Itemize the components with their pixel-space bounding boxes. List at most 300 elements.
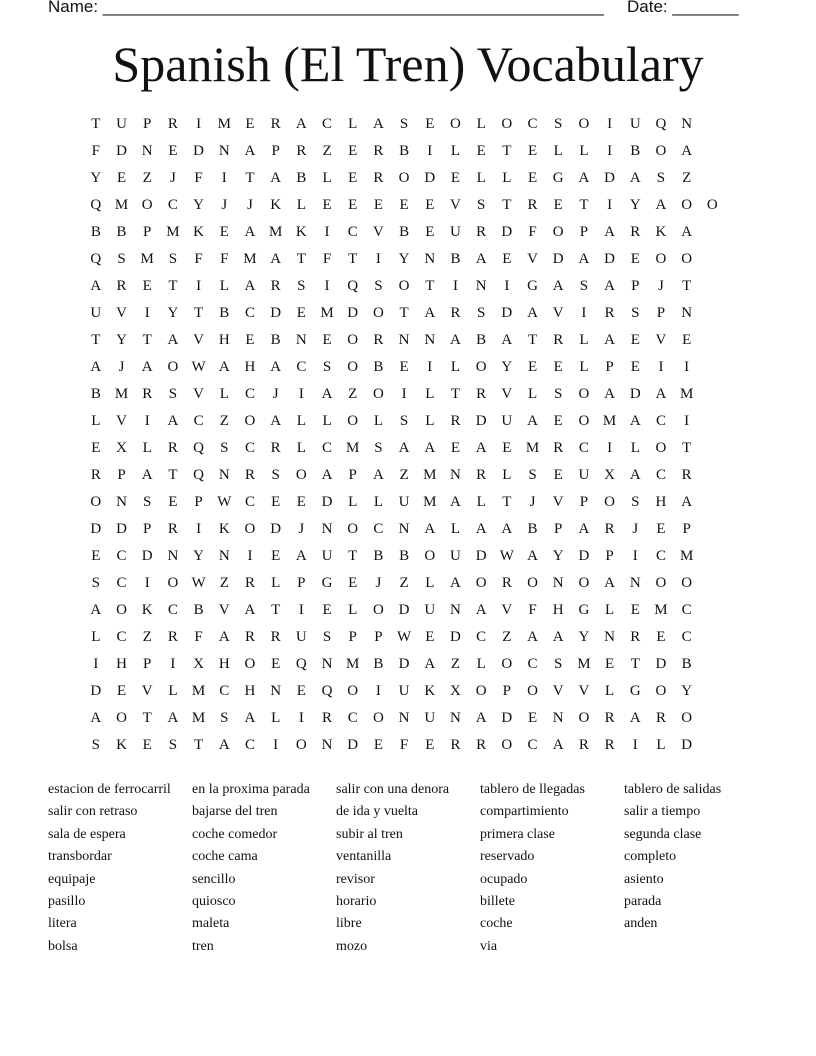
- grid-letter: Y: [398, 251, 410, 267]
- grid-letter: E: [527, 710, 538, 726]
- grid-row: [83, 300, 725, 327]
- grid-letter: O: [604, 494, 616, 510]
- grid-letter: L: [656, 737, 666, 753]
- grid-letter: P: [631, 278, 640, 294]
- grid-letter: I: [196, 521, 202, 537]
- grid-letter: P: [271, 143, 280, 159]
- grid-letter: A: [424, 305, 436, 321]
- grid-letter: C: [373, 521, 384, 537]
- grid-letter: L: [142, 440, 152, 456]
- grid-letter: I: [196, 116, 202, 132]
- grid-letter: O: [501, 737, 513, 753]
- word-list-item: segunda clase: [624, 826, 702, 842]
- grid-letter: Q: [347, 278, 359, 294]
- grid-letter: D: [604, 251, 616, 267]
- grid-letter: C: [527, 737, 538, 753]
- grid-letter: D: [604, 170, 616, 186]
- grid-letter: V: [372, 224, 384, 240]
- grid-letter: B: [296, 170, 307, 186]
- grid-letter: I: [607, 116, 613, 132]
- grid-letter: V: [655, 332, 667, 348]
- grid-letter: L: [348, 494, 358, 510]
- grid-letter: A: [321, 467, 333, 483]
- grid-letter: E: [502, 251, 512, 267]
- grid-letter: Z: [348, 386, 358, 402]
- grid-letter: V: [552, 683, 564, 699]
- grid-letter: R: [142, 386, 153, 402]
- grid-letter: D: [193, 143, 205, 159]
- grid-letter: O: [552, 224, 564, 240]
- word-list-item: mozo: [336, 938, 368, 954]
- grid-letter: L: [322, 170, 332, 186]
- grid-letter: T: [399, 305, 409, 321]
- grid-letter: E: [168, 143, 178, 159]
- grid-letter: M: [268, 224, 283, 240]
- grid-letter: R: [116, 278, 127, 294]
- grid-letter: C: [347, 224, 358, 240]
- grid-letter: V: [141, 683, 153, 699]
- grid-letter: A: [270, 359, 282, 375]
- grid-letter: D: [398, 602, 410, 618]
- grid-letter: O: [655, 440, 667, 456]
- grid-letter: T: [194, 737, 204, 753]
- grid-letter: S: [91, 737, 101, 753]
- grid-letter: B: [399, 224, 410, 240]
- grid-letter: T: [527, 332, 538, 348]
- grid-row: [83, 597, 725, 624]
- grid-letter: K: [295, 224, 307, 240]
- grid-letter: O: [681, 710, 693, 726]
- grid-letter: B: [681, 656, 692, 672]
- grid-letter: A: [501, 521, 513, 537]
- grid-letter: C: [347, 710, 358, 726]
- grid-letter: F: [194, 251, 203, 267]
- grid-letter: E: [142, 278, 152, 294]
- grid-letter: N: [475, 278, 487, 294]
- grid-letter: R: [373, 170, 384, 186]
- grid-letter: J: [118, 359, 125, 375]
- grid-letter: C: [655, 548, 666, 564]
- grid-letter: W: [191, 359, 206, 375]
- grid-letter: B: [399, 143, 410, 159]
- grid-letter: M: [654, 602, 668, 618]
- grid-letter: D: [347, 305, 359, 321]
- grid-letter: M: [525, 440, 540, 456]
- word-list-item: de ida y vuelta: [336, 804, 419, 820]
- grid-letter: E: [296, 683, 306, 699]
- grid-letter: V: [527, 251, 538, 267]
- grid-letter: E: [373, 737, 383, 753]
- grid-letter: E: [630, 359, 640, 375]
- grid-letter: T: [450, 386, 461, 402]
- grid-letter: I: [401, 386, 407, 402]
- grid-letter: E: [271, 548, 281, 564]
- grid-letter: A: [578, 170, 590, 186]
- grid-letter: E: [553, 359, 563, 375]
- grid-letter: R: [527, 197, 538, 213]
- word-list-item: parada: [624, 893, 662, 909]
- grid-letter: A: [270, 251, 282, 267]
- grid-letter: S: [399, 413, 409, 429]
- grid-letter: L: [476, 494, 486, 510]
- grid-letter: I: [632, 737, 638, 753]
- grid-letter: A: [681, 224, 693, 240]
- word-list-item: estacion de ferrocarril: [48, 782, 171, 797]
- grid-letter: S: [168, 251, 178, 267]
- grid-letter: A: [372, 116, 384, 132]
- grid-letter: L: [91, 629, 101, 645]
- word-list-item: bolsa: [48, 938, 78, 954]
- grid-letter: W: [397, 629, 412, 645]
- word-list-item: ocupado: [480, 871, 528, 887]
- grid-letter: K: [270, 197, 282, 213]
- grid-letter: U: [90, 305, 102, 321]
- grid-letter: Y: [90, 170, 102, 186]
- grid-letter: C: [116, 629, 127, 645]
- grid-letter: I: [144, 575, 150, 591]
- grid-letter: O: [475, 359, 487, 375]
- grid-row: [83, 273, 725, 300]
- grid-letter: O: [578, 413, 590, 429]
- grid-letter: T: [630, 656, 640, 672]
- grid-letter: F: [220, 251, 229, 267]
- grid-letter: Z: [142, 629, 152, 645]
- grid-letter: C: [167, 602, 178, 618]
- grid-letter: T: [142, 332, 152, 348]
- grid-letter: D: [501, 710, 513, 726]
- grid-letter: C: [681, 629, 692, 645]
- grid-letter: M: [577, 656, 591, 672]
- grid-letter: E: [91, 548, 101, 564]
- grid-letter: L: [502, 467, 512, 483]
- grid-letter: I: [375, 683, 381, 699]
- grid-letter: U: [424, 710, 436, 726]
- grid-letter: E: [348, 143, 358, 159]
- grid-letter: E: [425, 737, 435, 753]
- word-list-item: tren: [192, 938, 214, 954]
- grid-letter: R: [373, 332, 384, 348]
- grid-letter: P: [502, 683, 512, 699]
- grid-letter: T: [296, 251, 306, 267]
- grid-letter: P: [117, 467, 126, 483]
- grid-letter: E: [605, 656, 615, 672]
- grid-letter: V: [552, 494, 564, 510]
- grid-letter: I: [427, 359, 433, 375]
- grid-letter: L: [296, 197, 306, 213]
- grid-letter: E: [142, 737, 152, 753]
- grid-letter: O: [141, 197, 153, 213]
- word-list-item: compartimiento: [480, 804, 569, 820]
- grid-letter: R: [450, 413, 461, 429]
- grid-letter: O: [90, 494, 102, 510]
- grid-letter: E: [296, 494, 306, 510]
- grid-letter: L: [271, 575, 281, 591]
- grid-letter: U: [501, 413, 513, 429]
- grid-letter: R: [604, 737, 615, 753]
- grid-letter: E: [399, 197, 409, 213]
- grid-letter: E: [399, 359, 409, 375]
- grid-letter: S: [656, 170, 666, 186]
- grid-letter: T: [271, 602, 281, 618]
- grid-letter: D: [681, 737, 693, 753]
- grid-letter: O: [347, 683, 359, 699]
- grid-letter: F: [399, 737, 409, 753]
- grid-letter: N: [141, 143, 153, 159]
- grid-row: [83, 624, 725, 651]
- grid-letter: E: [630, 332, 640, 348]
- grid-letter: Y: [578, 629, 590, 645]
- grid-letter: P: [605, 548, 614, 564]
- grid-letter: P: [143, 521, 152, 537]
- grid-letter: L: [219, 386, 229, 402]
- grid-row: [83, 219, 725, 246]
- grid-letter: R: [270, 278, 281, 294]
- grid-letter: Y: [501, 359, 513, 375]
- grid-letter: E: [553, 467, 563, 483]
- grid-letter: X: [450, 683, 461, 699]
- page-title: Spanish (El Tren) Vocabulary: [112, 36, 704, 92]
- grid-letter: S: [143, 494, 152, 510]
- grid-letter: O: [167, 359, 179, 375]
- grid-letter: E: [245, 332, 255, 348]
- grid-letter: E: [450, 440, 461, 456]
- grid-letter: T: [348, 251, 358, 267]
- grid-letter: H: [244, 359, 256, 375]
- grid-letter: A: [501, 332, 513, 348]
- word-list-item: reservado: [480, 849, 535, 865]
- grid-row: [83, 435, 725, 462]
- grid-letter: R: [270, 440, 281, 456]
- grid-letter: L: [296, 413, 306, 429]
- grid-letter: I: [221, 170, 227, 186]
- grid-letter: P: [579, 494, 589, 510]
- grid-letter: O: [501, 116, 513, 132]
- grid-letter: E: [245, 116, 255, 132]
- word-list-item: subir al tren: [336, 826, 403, 842]
- grid-letter: N: [398, 710, 410, 726]
- grid-letter: A: [475, 710, 487, 726]
- word-list-item: coche cama: [192, 849, 258, 865]
- grid-letter: P: [143, 116, 152, 132]
- grid-letter: Z: [502, 629, 512, 645]
- grid-letter: O: [501, 656, 513, 672]
- grid-row: [83, 111, 725, 138]
- word-list-item: en la proxima parada: [192, 782, 310, 797]
- grid-letter: O: [167, 575, 179, 591]
- grid-letter: S: [374, 440, 383, 456]
- grid-letter: A: [604, 332, 616, 348]
- grid-letter: Q: [321, 683, 333, 699]
- grid-letter: T: [91, 332, 101, 348]
- grid-letter: F: [528, 224, 537, 240]
- grid-letter: O: [347, 359, 359, 375]
- grid-letter: L: [579, 332, 589, 348]
- word-list: [48, 779, 768, 958]
- grid-letter: I: [196, 278, 202, 294]
- grid-letter: Z: [399, 467, 409, 483]
- grid-letter: O: [116, 710, 127, 726]
- grid-letter: E: [348, 197, 358, 213]
- grid-letter: E: [630, 251, 640, 267]
- grid-letter: R: [476, 386, 487, 402]
- grid-letter: C: [116, 575, 127, 591]
- grid-letter: M: [217, 116, 231, 132]
- grid-letter: N: [604, 629, 616, 645]
- date-field-label: Date: _______: [627, 0, 739, 16]
- grid-letter: M: [191, 683, 206, 699]
- grid-letter: D: [270, 521, 282, 537]
- grid-letter: I: [607, 143, 613, 159]
- grid-letter: C: [322, 116, 333, 132]
- grid-letter: O: [655, 575, 667, 591]
- grid-letter: V: [116, 413, 127, 429]
- grid-letter: S: [168, 386, 178, 402]
- grid-letter: K: [193, 224, 205, 240]
- grid-letter: B: [116, 224, 127, 240]
- grid-letter: L: [502, 170, 512, 186]
- grid-letter: Q: [90, 251, 102, 267]
- grid-letter: A: [244, 602, 256, 618]
- grid-letter: B: [373, 548, 384, 564]
- grid-letter: R: [604, 305, 615, 321]
- grid-letter: N: [450, 467, 461, 483]
- grid-letter: N: [321, 737, 333, 753]
- grid-letter: O: [578, 116, 590, 132]
- word-list-item: tablero de salidas: [624, 782, 722, 797]
- grid-letter: E: [630, 602, 640, 618]
- grid-row: [83, 165, 725, 192]
- grid-letter: E: [348, 170, 358, 186]
- grid-letter: N: [681, 116, 693, 132]
- grid-letter: Y: [193, 197, 205, 213]
- grid-letter: T: [579, 197, 589, 213]
- grid-letter: M: [602, 413, 617, 429]
- grid-letter: L: [476, 656, 486, 672]
- grid-letter: P: [143, 224, 152, 240]
- grid-letter: G: [321, 575, 333, 591]
- grid-letter: Y: [193, 548, 205, 564]
- grid-letter: U: [295, 629, 307, 645]
- grid-letter: C: [527, 116, 538, 132]
- grid-letter: C: [116, 548, 127, 564]
- grid-row: [83, 705, 725, 732]
- grid-letter: A: [90, 278, 102, 294]
- grid-letter: R: [167, 629, 178, 645]
- grid-letter: I: [144, 305, 150, 321]
- grid-letter: O: [475, 575, 487, 591]
- grid-letter: M: [114, 386, 129, 402]
- grid-letter: K: [655, 224, 667, 240]
- grid-letter: O: [578, 575, 590, 591]
- grid-letter: B: [219, 305, 230, 321]
- grid-letter: A: [552, 629, 564, 645]
- word-list-item: primera clase: [480, 826, 556, 842]
- grid-letter: A: [398, 440, 410, 456]
- grid-letter: B: [450, 251, 461, 267]
- grid-letter: A: [90, 602, 102, 618]
- grid-letter: S: [220, 710, 229, 726]
- grid-letter: C: [219, 683, 230, 699]
- grid-row: [83, 516, 725, 543]
- grid-letter: E: [348, 575, 358, 591]
- grid-letter: O: [398, 170, 410, 186]
- word-search-grid: [83, 111, 725, 759]
- grid-letter: O: [398, 278, 410, 294]
- grid-letter: C: [476, 629, 487, 645]
- grid-letter: T: [425, 278, 435, 294]
- grid-letter: O: [450, 116, 461, 132]
- grid-letter: D: [578, 548, 590, 564]
- grid-letter: R: [270, 629, 281, 645]
- grid-letter: A: [527, 548, 538, 564]
- grid-letter: A: [629, 413, 641, 429]
- grid-letter: B: [630, 143, 641, 159]
- grid-letter: A: [629, 467, 641, 483]
- grid-letter: U: [398, 494, 410, 510]
- grid-letter: S: [554, 386, 563, 402]
- grid-letter: H: [218, 332, 230, 348]
- grid-letter: I: [607, 440, 613, 456]
- grid-letter: T: [194, 305, 204, 321]
- grid-letter: O: [347, 332, 359, 348]
- grid-letter: I: [170, 656, 176, 672]
- grid-letter: P: [579, 224, 589, 240]
- grid-letter: T: [502, 197, 512, 213]
- grid-letter: A: [167, 332, 179, 348]
- grid-letter: I: [504, 278, 510, 294]
- grid-letter: C: [655, 413, 666, 429]
- grid-letter: I: [144, 413, 150, 429]
- grid-letter: A: [578, 521, 590, 537]
- grid-letter: S: [579, 278, 589, 294]
- grid-letter: F: [91, 143, 101, 159]
- grid-letter: A: [295, 548, 307, 564]
- grid-letter: N: [552, 575, 564, 591]
- grid-row: [83, 138, 725, 165]
- grid-letter: O: [655, 251, 667, 267]
- grid-letter: A: [218, 359, 230, 375]
- grid-letter: L: [425, 413, 435, 429]
- grid-letter: A: [604, 575, 616, 591]
- grid-letter: N: [167, 548, 179, 564]
- grid-letter: R: [604, 521, 615, 537]
- grid-letter: K: [424, 683, 436, 699]
- grid-row: [83, 462, 725, 489]
- grid-letter: A: [681, 143, 693, 159]
- grid-letter: P: [682, 521, 691, 537]
- word-list-item: via: [480, 938, 498, 954]
- word-list-item: equipaje: [48, 871, 96, 887]
- grid-letter: O: [578, 710, 590, 726]
- grid-letter: K: [141, 602, 153, 618]
- grid-letter: D: [270, 305, 282, 321]
- word-list-item: revisor: [336, 871, 375, 887]
- grid-letter: B: [373, 359, 384, 375]
- grid-letter: J: [247, 197, 253, 213]
- grid-letter: L: [425, 575, 435, 591]
- grid-letter: O: [681, 197, 693, 213]
- grid-letter: J: [169, 170, 176, 186]
- grid-letter: L: [296, 440, 306, 456]
- grid-letter: A: [270, 413, 282, 429]
- grid-letter: X: [116, 440, 127, 456]
- grid-letter: L: [605, 602, 615, 618]
- grid-letter: U: [398, 683, 410, 699]
- grid-letter: J: [221, 197, 228, 213]
- grid-letter: E: [168, 494, 178, 510]
- grid-letter: E: [527, 170, 538, 186]
- grid-letter: T: [142, 710, 152, 726]
